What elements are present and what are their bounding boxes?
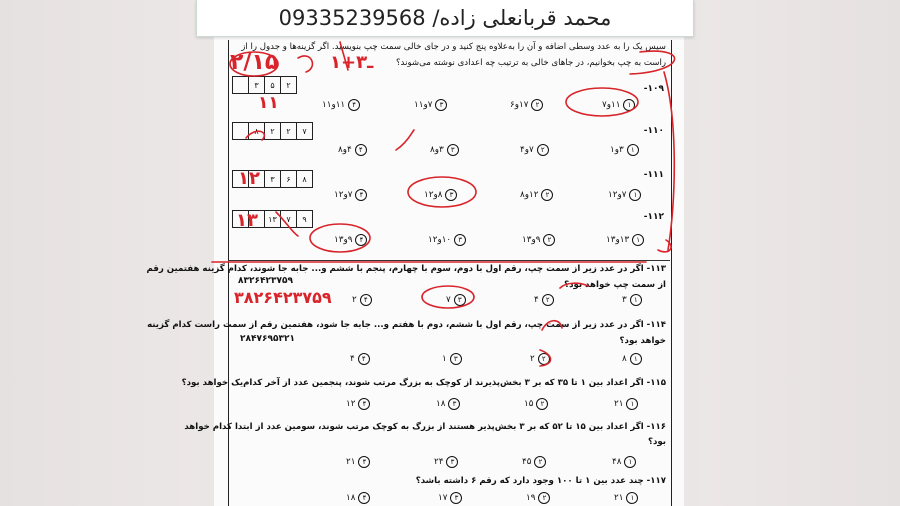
q114-digits: ۲۸۴۷۶۹۵۳۲۱ (240, 334, 295, 344)
q110-cell: ۸ (248, 123, 264, 139)
q112-cell: ۹ (296, 211, 312, 227)
intro-line-1: سپس یک را به عدد وسطی اضافه و آن را به‌علاوه پنج کنید و در جای خالی سمت چپ بنویسید. اگر گزینه‌ها و جدول را از (241, 42, 666, 52)
q114-option-4[interactable]: ۴ ۴ (350, 353, 370, 365)
handwritten-digits: ۳۸۲۶۴۲۳۷۵۹ (234, 288, 332, 307)
q109-option-2[interactable]: ۲ ۱۷و۶ (510, 99, 543, 111)
section-divider (228, 260, 670, 261)
q116-option-3[interactable]: ۳ ۲۴ (434, 456, 458, 468)
q110-cell: ۲ (264, 123, 280, 139)
q114-line-1: ۱۱۴- اگر در عدد زیر از سمت چپ، رقم اول با ششم، دوم با هفتم و... جابه جا شود، هفتمین رقم از سمت راست کدام گزینه (147, 320, 666, 330)
q109-option-3[interactable]: ۳ ۷و۱۱ (414, 99, 447, 111)
q113-line-1: ۱۱۳- اگر در عدد زیر از سمت چپ، رقم اول با دوم، سوم با چهارم، پنجم با ششم و... جابه جا شوند، کدام گزینه هفتمین رقم (146, 264, 666, 274)
q113-option-2[interactable]: ۲ ۴ (534, 294, 554, 306)
q112-number: -۱۱۲ (643, 212, 664, 222)
q117-option-3[interactable]: ۳ ۱۷ (438, 492, 462, 504)
q110-option-2[interactable]: ۲ ۷و۴ (520, 144, 549, 156)
q112-option-1[interactable]: ۱ ۱۳و۱۳ (606, 234, 644, 246)
q115-line-1: ۱۱۵- اگر اعداد بین ۱ تا ۳۵ که بر ۳ بخش‌پذیرند از کوچک به بزرگ مرتب شوند، پنجمین عدد از آخر کدام‌یک خواهد بود؟ (181, 378, 666, 388)
q110-option-4[interactable]: ۴ ۴و۸ (338, 144, 367, 156)
q109-cell: ۳ (248, 77, 264, 93)
q111-number: -۱۱۱ (643, 170, 664, 180)
q113-line-2: از سمت چپ خواهد بود؟ (564, 280, 666, 290)
q117-option-2[interactable]: ۲ ۱۹ (526, 492, 550, 504)
q115-option-1[interactable]: ۱ ۲۱ (614, 398, 638, 410)
banner-text: محمد قربانعلی زاده/ 09335239568 (278, 6, 612, 30)
q111-cell: ۶ (280, 171, 296, 187)
q116-line-2: بود؟ (647, 437, 666, 447)
q112-cell: ۱۳ (264, 211, 280, 227)
q111-cell: ۸ (296, 171, 312, 187)
q109-sequence (232, 76, 297, 94)
q110-number: -۱۱۰ (643, 126, 664, 136)
handwritten-note-c: ۱۱ (258, 93, 279, 113)
q111-option-2[interactable]: ۲ ۱۲و۸ (520, 189, 553, 201)
q109-cell (233, 77, 248, 93)
q110-cell (233, 123, 248, 139)
q110-cell: ۲ (280, 123, 296, 139)
q114-option-2[interactable]: ۲ ۲ (530, 353, 550, 365)
q109-cell: ۲ (280, 77, 296, 93)
q109-option-1[interactable]: ۱ ۱۱و۷ (602, 99, 635, 111)
q117-option-1[interactable]: ۱ ۲۱ (614, 492, 638, 504)
q112-cell: ۷ (280, 211, 296, 227)
handwritten-note-a: ۲/۱۵ (230, 50, 279, 75)
q115-option-3[interactable]: ۳ ۱۸ (436, 398, 460, 410)
q116-line-1: ۱۱۶- اگر اعداد بین ۱۵ تا ۵۲ که بر ۳ بخش‌پذیر هستند از بزرگ به کوچک مرتب شوند، سومین عدد از ابتدا کدام خواهد (184, 422, 666, 432)
right-margin (700, 0, 900, 506)
q116-option-1[interactable]: ۱ ۴۸ (612, 456, 636, 468)
q109-option-4[interactable]: ۴ ۱۱و۱۱ (322, 99, 360, 111)
q114-option-3[interactable]: ۳ ۱ (442, 353, 462, 365)
q111-cell: ۳ (264, 171, 280, 187)
q109-number: -۱۰۹ (643, 84, 664, 94)
handwritten-note-e: ۱۳ (236, 210, 258, 231)
q115-option-4[interactable]: ۴ ۱۲ (346, 398, 370, 410)
q117-line-1: ۱۱۷- چند عدد بین ۱ تا ۱۰۰ وجود دارد که رقم ۶ داشته باشد؟ (415, 476, 666, 486)
q110-cell: ۷ (296, 123, 312, 139)
q116-option-4[interactable]: ۴ ۲۱ (346, 456, 370, 468)
q115-option-2[interactable]: ۲ ۱۵ (524, 398, 548, 410)
q111-option-3[interactable]: ۳ ۸و۱۲ (424, 189, 457, 201)
q113-option-3[interactable]: ۳ ۷ (446, 294, 466, 306)
q112-option-3[interactable]: ۳ ۱۰و۱۲ (428, 234, 466, 246)
q113-digits: ۸۳۲۶۴۲۳۷۵۹ (238, 276, 293, 286)
q114-option-1[interactable]: ۱ ۸ (622, 353, 642, 365)
q112-option-2[interactable]: ۲ ۹و۱۳ (522, 234, 555, 246)
q113-option-4[interactable]: ۴ ۲ (352, 294, 372, 306)
q111-option-4[interactable]: ۴ ۷و۱۲ (334, 189, 367, 201)
q114-line-2: خواهد بود؟ (619, 336, 666, 346)
q109-cell: ۵ (264, 77, 280, 93)
contact-banner (196, 0, 694, 37)
q112-option-4[interactable]: ۴ ۹و۱۳ (334, 234, 367, 246)
q116-option-2[interactable]: ۲ ۴۵ (522, 456, 546, 468)
left-margin (0, 0, 200, 506)
handwritten-note-d: ۱۲ (238, 168, 260, 189)
intro-line-2: راست به چپ بخوانیم، در جاهای خالی به ترتیب چه اعدادی نوشته می‌شوند؟ (396, 58, 666, 68)
q110-sequence (232, 122, 313, 140)
q113-option-1[interactable]: ۱ ۳ (622, 294, 642, 306)
q117-option-4[interactable]: ۴ ۱۸ (346, 492, 370, 504)
q111-option-1[interactable]: ۱ ۷و۱۲ (608, 189, 641, 201)
q110-option-1[interactable]: ۱ ۳و۱ (610, 144, 639, 156)
q110-option-3[interactable]: ۳ ۳و۸ (430, 144, 459, 156)
handwritten-note-b: ۱+۳ـ (330, 52, 374, 73)
